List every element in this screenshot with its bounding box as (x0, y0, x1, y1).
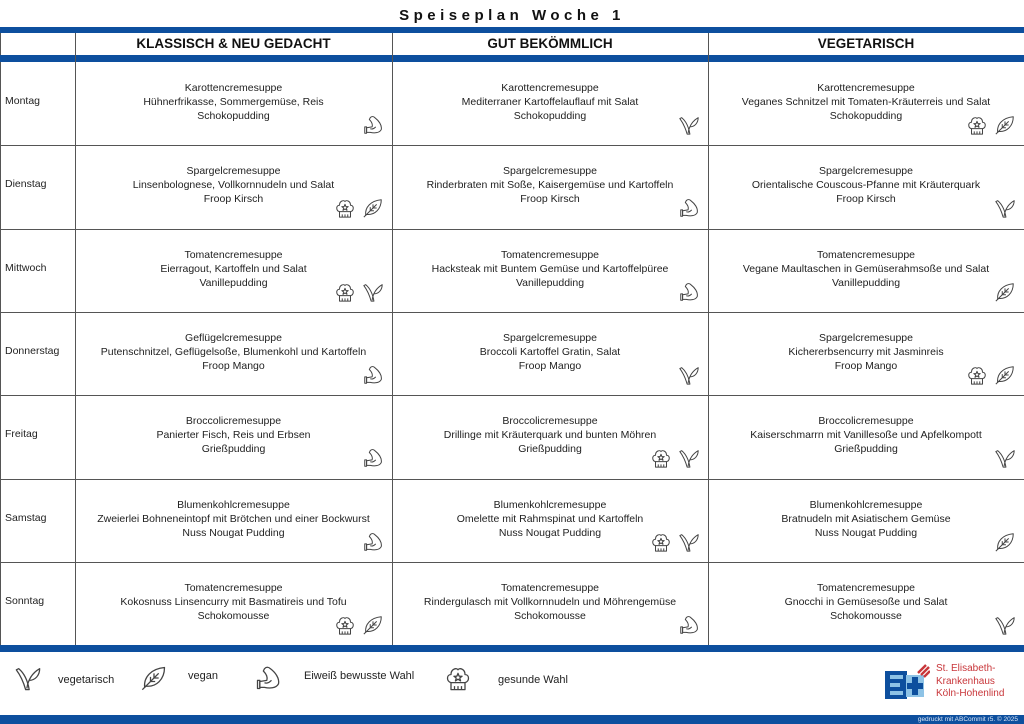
row-divider (0, 395, 1024, 396)
soup-line: Tomatencremesuppe (500, 582, 600, 594)
meal-icons (650, 447, 700, 469)
soup-line: Blumenkohlcremesuppe (177, 499, 290, 511)
main-dish-line: Kaiserschmarrn mit Vanillesoße und Apfelkompott (750, 429, 982, 441)
soup-line: Tomatencremesuppe (500, 249, 600, 261)
dessert-line: Schokopudding (197, 110, 270, 122)
meal-icons (334, 281, 384, 303)
footer-bar (0, 715, 1024, 724)
main-dish-line: Veganes Schnitzel mit Tomaten-Kräuterreis und Salat (741, 96, 991, 108)
soup-line: Spargelcremesuppe (819, 165, 913, 177)
meal-icons (362, 114, 384, 136)
muscle-icon (678, 197, 700, 219)
leaf-icon (140, 664, 168, 695)
main-dish-line: Kokosnuss Linsencurry mit Basmatireis und Tofu (120, 596, 347, 608)
column-divider (0, 62, 1, 645)
leaf-icon (362, 614, 384, 636)
logo-line: Krankenhaus (936, 675, 995, 687)
main-dish-line: Broccoli Kartoffel Gratin, Salat (479, 346, 621, 358)
sprout-icon (678, 447, 700, 469)
day-label: Sonntag (5, 595, 45, 607)
meal-icons (334, 614, 384, 636)
sprout-icon (994, 614, 1016, 636)
chef-hat-icon (334, 614, 356, 636)
dessert-line: Vanillepudding (515, 277, 585, 289)
meal-icons (650, 531, 700, 553)
meal-icons (362, 364, 384, 386)
meal-icons (994, 281, 1016, 303)
soup-line: Tomatencremesuppe (816, 582, 916, 594)
meal-icons (678, 114, 700, 136)
soup-line: Blumenkohlcremesuppe (493, 499, 607, 511)
muscle-icon (362, 531, 384, 553)
legend-label: gesunde Wahl (498, 673, 568, 686)
dessert-line: Froop Mango (518, 360, 582, 372)
meal-icons (994, 447, 1016, 469)
printed-note: gedruckt mit ABCommit r5. © 2025 (917, 716, 1018, 723)
muscle-icon (362, 364, 384, 386)
meal-cell (708, 164, 1024, 206)
main-dish-line: Drillinge mit Kräuterquark und bunten Möhren (443, 429, 657, 441)
meal-icons (362, 447, 384, 469)
meal-cell (392, 81, 708, 123)
soup-line: Spargelcremesuppe (503, 332, 597, 344)
hospital-logo (884, 663, 1024, 705)
dessert-line: Nuss Nougat Pudding (814, 527, 918, 539)
day-label: Montag (5, 95, 41, 107)
sprout-icon (678, 531, 700, 553)
dessert-line: Nuss Nougat Pudding (182, 527, 285, 539)
muscle-icon (362, 114, 384, 136)
logo-line: Köln-Hohenlind (936, 688, 1005, 699)
chef-hat-icon (650, 531, 672, 553)
chef-hat-icon (334, 197, 356, 219)
sprout-icon (362, 281, 384, 303)
chef-hat-icon (966, 364, 988, 386)
main-dish-line: Gnocchi in Gemüsesoße und Salat (784, 596, 948, 608)
muscle-icon (678, 281, 700, 303)
muscle-icon (678, 614, 700, 636)
meal-cell (392, 248, 708, 290)
main-dish-line: Panierter Fisch, Reis und Erbsen (156, 429, 311, 441)
meal-cell (392, 164, 708, 206)
header-bottom-bar (0, 55, 1024, 62)
sprout-icon (678, 364, 700, 386)
day-label: Dienstag (5, 178, 47, 190)
dessert-line: Froop Kirsch (203, 193, 264, 205)
leaf-icon (362, 197, 384, 219)
column-header-klassisch: KLASSISCH & NEU GEDACHT (136, 36, 331, 51)
leaf-icon (994, 114, 1016, 136)
row-divider (0, 479, 1024, 480)
soup-line: Blumenkohlcremesuppe (809, 499, 923, 511)
meal-icons (678, 197, 700, 219)
meal-cell (75, 498, 392, 540)
soup-line: Tomatencremesuppe (816, 249, 916, 261)
meal-cell (392, 331, 708, 373)
legend-item-gesund (444, 664, 568, 695)
main-dish-line: Rinderbraten mit Soße, Kaisergemüse und Kartoffeln (426, 179, 674, 191)
sprout-icon (994, 197, 1016, 219)
meal-cell (75, 81, 392, 123)
main-dish-line: Hacksteak mit Buntem Gemüse und Kartoffelpüree (431, 263, 669, 275)
legend (0, 652, 860, 715)
dessert-line: Froop Mango (834, 360, 898, 372)
dessert-line: Vanillepudding (831, 277, 901, 289)
dessert-line: Schokopudding (829, 110, 903, 122)
dessert-line: Froop Mango (202, 360, 265, 372)
row-divider (0, 229, 1024, 230)
chef-hat-icon (650, 447, 672, 469)
meal-icons (994, 614, 1016, 636)
table-bottom-bar (0, 645, 1024, 652)
dessert-line: Schokomousse (197, 610, 270, 622)
legend-item-vegan (140, 664, 218, 695)
dessert-line: Grießpudding (834, 443, 898, 455)
dessert-line: Vanillepudding (199, 277, 268, 289)
legend-label: Eiweiß bewusste Wahl (304, 669, 415, 682)
page-title: Speiseplan Woche 1 (399, 7, 625, 24)
sprout-icon (14, 664, 42, 695)
chef-hat-icon (966, 114, 988, 136)
soup-line: Broccolicremesuppe (502, 415, 598, 427)
dessert-line: Grießpudding (518, 443, 582, 455)
soup-line: Spargelcremesuppe (503, 165, 597, 177)
legend-item-vegetarisch (14, 664, 114, 695)
soup-line: Tomatencremesuppe (184, 249, 283, 261)
meal-icons (678, 614, 700, 636)
day-label: Freitag (5, 428, 38, 440)
meal-icons (994, 531, 1016, 553)
soup-line: Geflügelcremesuppe (185, 332, 282, 344)
main-dish-line: Hühnerfrikasse, Sommergemüse, Reis (143, 96, 324, 108)
dessert-line: Schokopudding (513, 110, 587, 122)
day-label: Samstag (5, 512, 47, 524)
soup-line: Tomatencremesuppe (184, 582, 283, 594)
meal-icons (994, 197, 1016, 219)
meal-cell (392, 581, 708, 623)
day-label: Mittwoch (5, 262, 47, 274)
sprout-icon (994, 447, 1016, 469)
main-dish-line: Putenschnitzel, Geflügelsoße, Blumenkohl und Kartoffeln (100, 346, 367, 358)
meal-icons (678, 364, 700, 386)
row-divider (0, 562, 1024, 563)
meal-cell (708, 414, 1024, 456)
soup-line: Karottencremesuppe (501, 82, 599, 94)
column-divider (0, 33, 1, 55)
meal-cell (708, 248, 1024, 290)
legend-label: vegetarisch (58, 673, 115, 686)
meal-icons (362, 531, 384, 553)
chef-hat-icon (444, 664, 472, 695)
soup-line: Spargelcremesuppe (819, 332, 913, 344)
dessert-line: Grießpudding (201, 443, 266, 455)
muscle-icon (254, 664, 282, 695)
main-dish-line: Vegane Maultaschen in Gemüserahmsoße und Salat (742, 263, 990, 275)
chef-hat-icon (334, 281, 356, 303)
main-dish-line: Omelette mit Rahmspinat und Kartoffeln (456, 513, 644, 525)
meal-icons (334, 197, 384, 219)
main-dish-line: Mediterraner Kartoffelauflauf mit Salat (461, 96, 639, 108)
legend-item-eiweiss (254, 664, 414, 695)
day-label: Donnerstag (5, 345, 60, 357)
main-dish-line: Kichererbsencurry mit Jasminreis (788, 346, 944, 358)
meal-cell (75, 414, 392, 456)
sprout-icon (678, 114, 700, 136)
main-dish-line: Orientalische Couscous-Pfanne mit Kräuterquark (751, 179, 981, 191)
soup-line: Broccolicremesuppe (185, 415, 282, 427)
meal-icons (966, 114, 1016, 136)
dessert-line: Schokomousse (514, 610, 586, 622)
main-dish-line: Linsenbolognese, Vollkornnudeln und Salat (132, 179, 335, 191)
leaf-icon (994, 531, 1016, 553)
logo-line: St. Elisabeth- (936, 663, 996, 674)
leaf-icon (994, 364, 1016, 386)
soup-line: Broccolicremesuppe (818, 415, 914, 427)
row-divider (0, 312, 1024, 313)
leaf-icon (994, 281, 1016, 303)
dessert-line: Schokomousse (830, 610, 902, 622)
soup-line: Spargelcremesuppe (186, 165, 281, 177)
meal-cell (708, 581, 1024, 623)
soup-line: Karottencremesuppe (184, 82, 283, 94)
column-header-bekoemmlich: GUT BEKÖMMLICH (487, 36, 613, 51)
logo-text (936, 663, 1004, 701)
logo-mark-icon (884, 663, 930, 703)
main-dish-line: Eierragout, Kartoffeln und Salat (160, 263, 307, 275)
dessert-line: Froop Kirsch (836, 193, 896, 205)
meal-cell (75, 331, 392, 373)
main-dish-line: Zweierlei Bohneneintopf mit Brötchen und einer Bockwurst (97, 513, 370, 525)
meal-icons (966, 364, 1016, 386)
dessert-line: Nuss Nougat Pudding (498, 527, 602, 539)
meal-cell (708, 498, 1024, 540)
legend-label: vegan (188, 669, 218, 682)
dessert-line: Froop Kirsch (520, 193, 580, 205)
meal-icons (678, 281, 700, 303)
soup-line: Karottencremesuppe (817, 82, 915, 94)
row-divider (0, 145, 1024, 146)
main-dish-line: Rindergulasch mit Vollkornnudeln und Möhrengemüse (423, 596, 677, 608)
muscle-icon (362, 447, 384, 469)
column-header-vegetarisch: VEGETARISCH (817, 36, 915, 51)
main-dish-line: Bratnudeln mit Asiatischem Gemüse (781, 513, 951, 525)
